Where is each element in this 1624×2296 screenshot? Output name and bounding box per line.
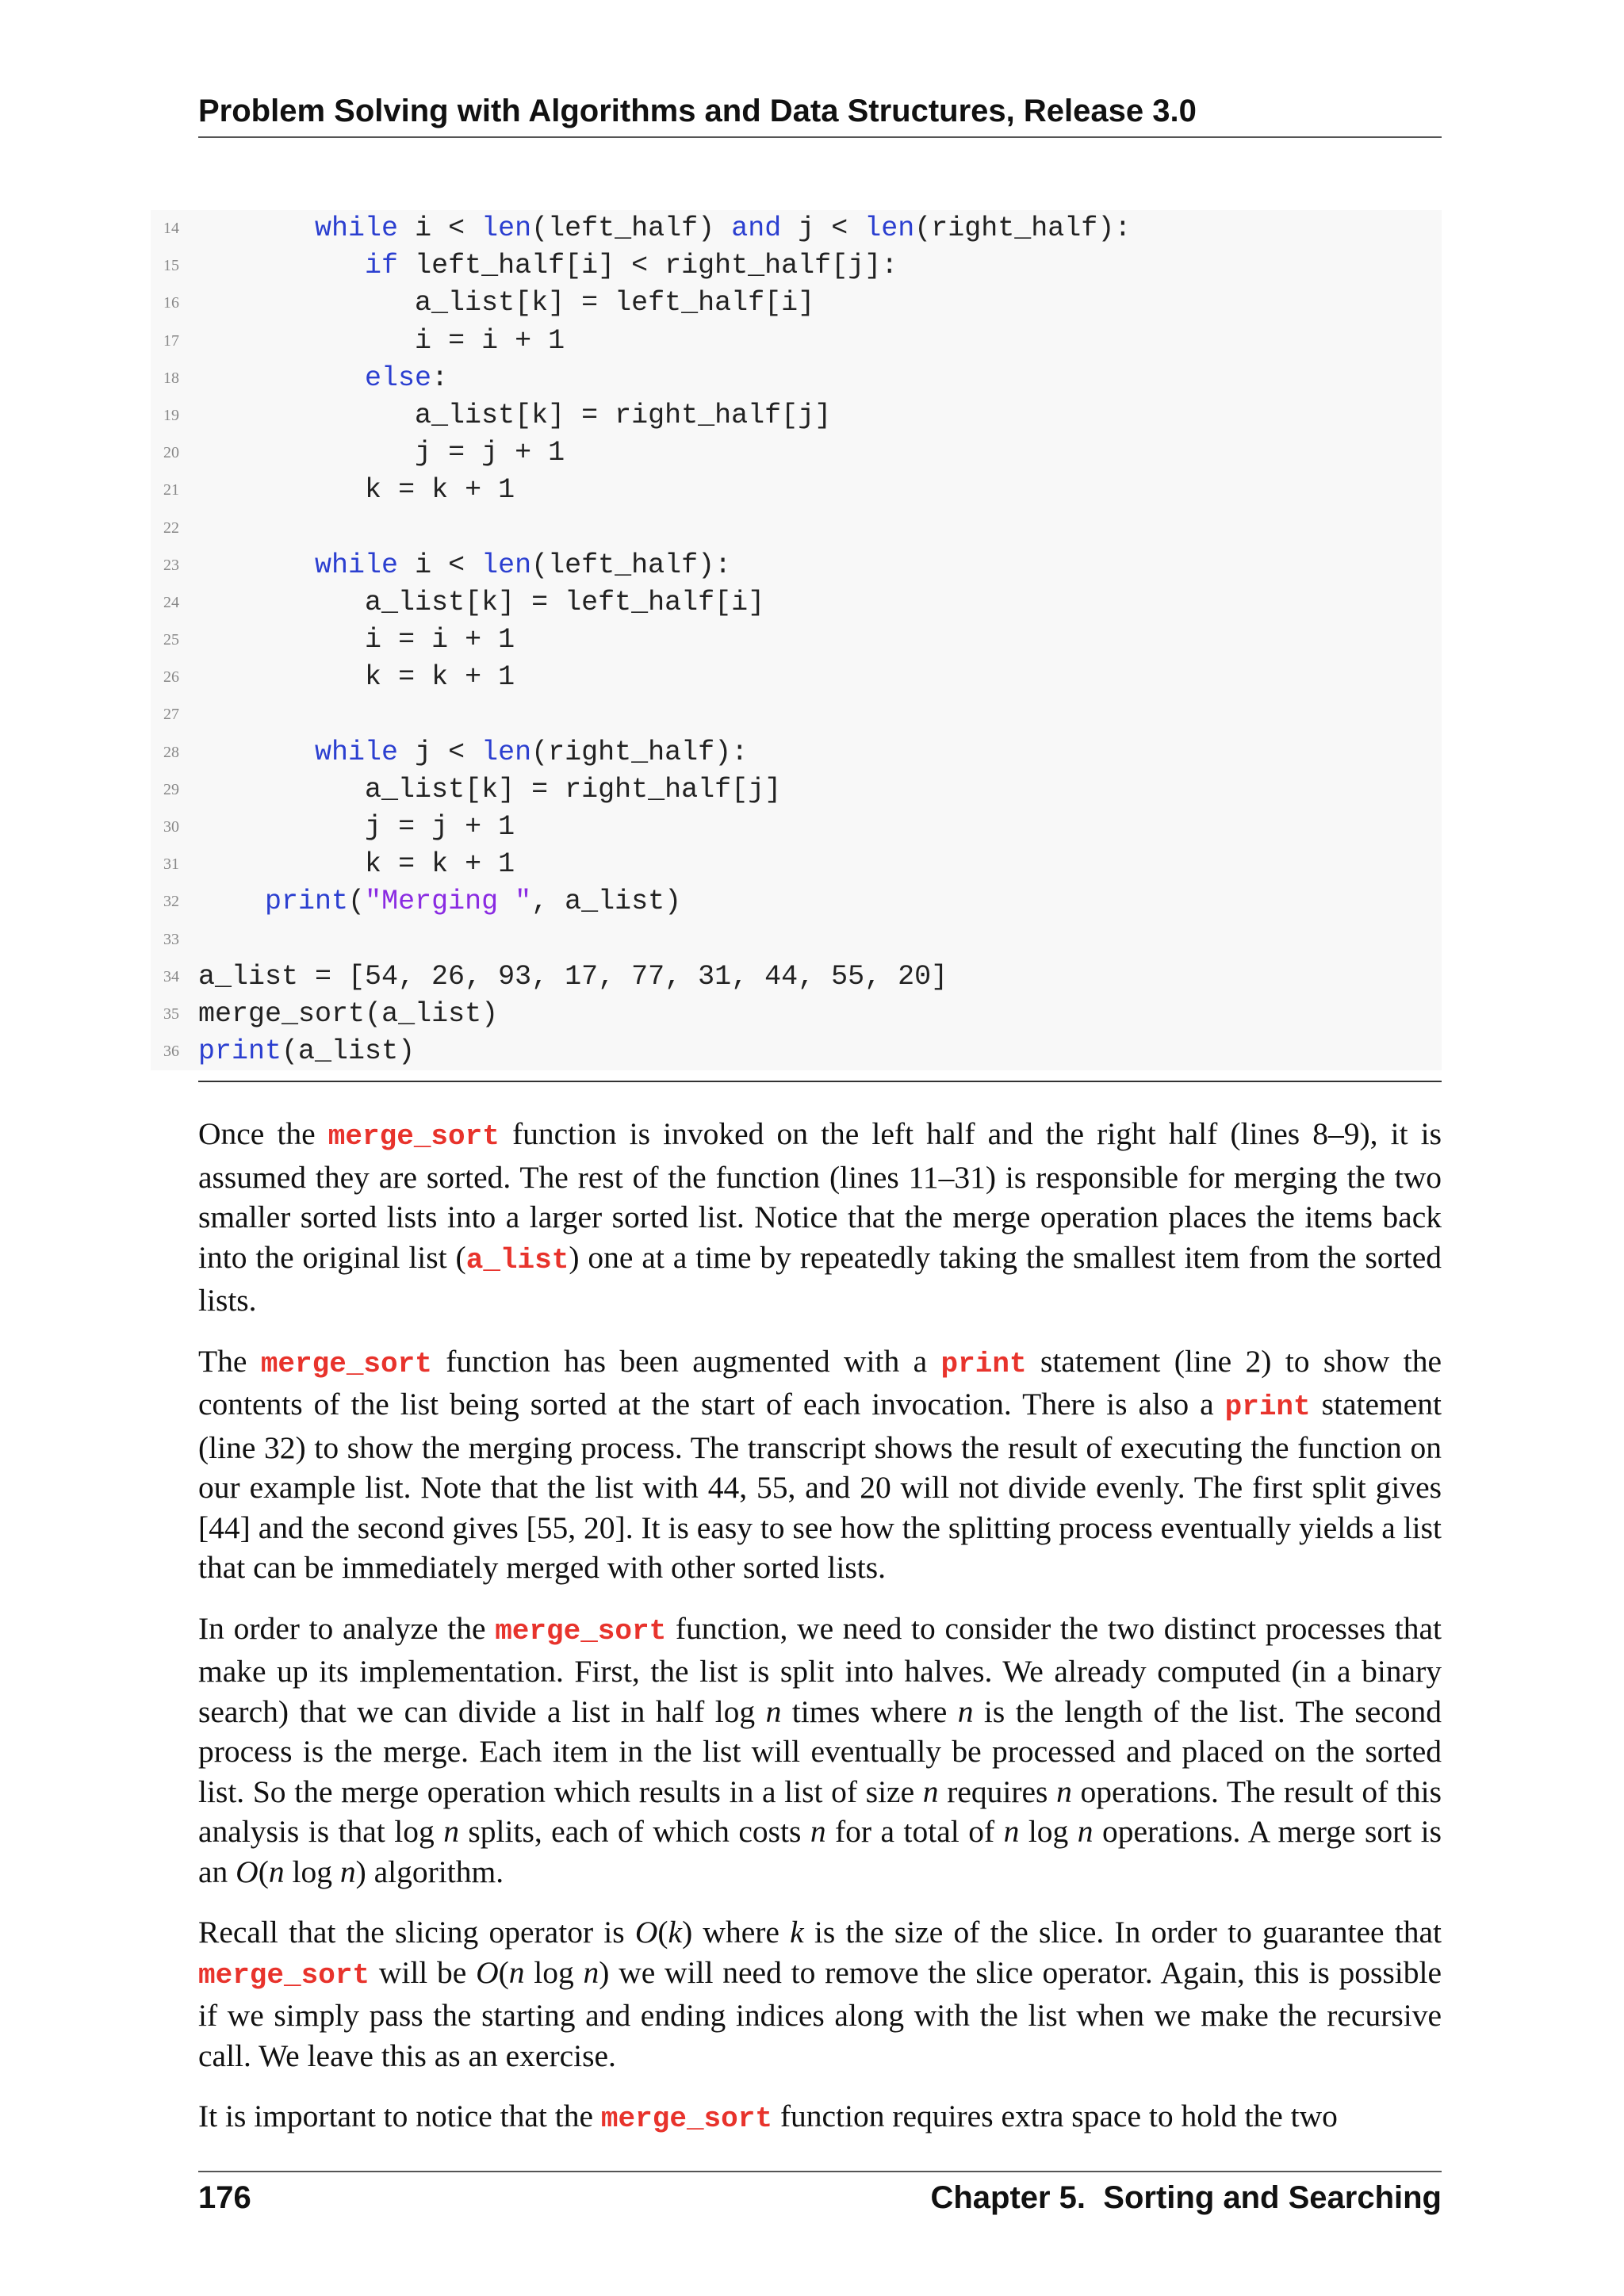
code-text: while j < len(right_half): <box>315 736 749 768</box>
code-text: k = k + 1 <box>365 474 515 507</box>
inline-code: merge_sort <box>600 2103 772 2135</box>
code-line <box>151 659 1442 696</box>
math-var: n <box>443 1814 459 1849</box>
line-number: 20 <box>163 444 179 462</box>
math-var: n <box>1003 1814 1020 1849</box>
running-header-title: Problem Solving with Algorithms and Data Structures, Release 3.0 <box>198 94 1197 128</box>
line-number: 35 <box>163 1004 179 1023</box>
code-text: while i < len(left_half): <box>315 549 732 581</box>
code-text: a_list[k] = left_half[i] <box>415 287 815 320</box>
inline-code: print <box>1224 1391 1311 1423</box>
inline-code: merge_sort <box>198 1958 370 1992</box>
page-number: 176 <box>198 2180 251 2215</box>
line-number: 22 <box>163 519 179 537</box>
line-number: 23 <box>163 556 179 574</box>
code-text: j = j + 1 <box>415 437 565 469</box>
math-var: n <box>1056 1774 1072 1809</box>
code-line <box>151 809 1442 846</box>
math-var: n <box>957 1693 974 1729</box>
line-number: 32 <box>163 893 179 911</box>
paragraph: Once the merge_sort function is invoked on the left half and the right half (lines 8–9), it is assumed they are sorted. The rest of the function (lines 11–31) is responsible for merging the two smaller sorted lists into a larger sorted list. Notice that the merge operation places the items back into the original list (a_list) one at a time by repeatedly taking the smallest item from the sorted lists. <box>198 1116 1442 1318</box>
code-text: merge_sort(a_list) <box>198 997 499 1030</box>
code-listing <box>151 210 1442 1070</box>
math-var: n <box>339 1854 356 1889</box>
line-number: 28 <box>163 743 179 761</box>
code-text: k = k + 1 <box>365 661 515 694</box>
code-text: else: <box>365 362 449 394</box>
line-number: 15 <box>163 257 179 275</box>
chapter-title: Chapter 5. Sorting and Searching <box>930 2180 1442 2215</box>
line-number: 26 <box>163 668 179 687</box>
code-text: print(a_list) <box>198 1035 416 1068</box>
line-number: 24 <box>163 593 179 611</box>
code-line <box>151 622 1442 659</box>
code-line <box>151 1033 1442 1070</box>
math-var: n <box>922 1774 939 1809</box>
code-line <box>151 584 1442 622</box>
code-line <box>151 397 1442 434</box>
paragraph: Recall that the slicing operator is O(k) where k is the size of the slice. In order to guarantee that merge_sort will be O(n log n) we will need to remove the slice operator. Again, this is possible if we simply pass the starting and ending indices along with the list when we make the recursive call. We leave this as an exercise. <box>198 1915 1442 2073</box>
math-var: k <box>790 1915 804 1950</box>
code-text: while i < len(left_half) and j < len(right_half): <box>315 212 1132 244</box>
code-line <box>151 547 1442 584</box>
inline-code: merge_sort <box>260 1347 432 1380</box>
code-line <box>151 921 1442 959</box>
code-line <box>151 959 1442 996</box>
math-var: n <box>508 1954 525 1990</box>
line-number: 31 <box>163 855 179 874</box>
paragraph: It is important to notice that the merge_sort function requires extra space to hold the two <box>198 2099 1338 2135</box>
math-var: n <box>583 1954 599 1990</box>
code-line <box>151 996 1442 1033</box>
math-var: n <box>765 1693 782 1729</box>
line-number: 34 <box>163 967 179 985</box>
code-text: a_list[k] = right_half[j] <box>365 773 782 806</box>
inline-code: a_list <box>465 1243 569 1276</box>
inline-code: print <box>940 1347 1027 1380</box>
code-line <box>151 434 1442 472</box>
code-text: a_list = [54, 26, 93, 17, 77, 31, 44, 55, 20] <box>198 960 948 993</box>
line-number: 17 <box>163 331 179 350</box>
code-text: a_list[k] = left_half[i] <box>365 586 765 618</box>
math-var: n <box>1077 1814 1094 1849</box>
line-number: 14 <box>163 220 179 237</box>
line-number: 29 <box>163 780 179 798</box>
code-text: i = i + 1 <box>415 324 565 357</box>
code-bottom-rule <box>198 1081 1442 1082</box>
inline-code: merge_sort <box>495 1614 667 1647</box>
math-var: O <box>476 1954 499 1990</box>
paragraph: In order to analyze the merge_sort function, we need to consider the two distinct processes that make up its implementation. First, the list is split into halves. We already computed (in a binary search) that we can divide a list in half log n times where n is the length of the list. The second process is the merge. Each item in the list will eventually be processed and placed on the sorted list. So the merge operation which results in a list of size n requires n operations. The result of this analysis is that log n splits, each of which costs n for a total of n log n operations. A merge sort is an O(n log n) algorithm. <box>198 1610 1442 1889</box>
code-line <box>151 247 1442 285</box>
math-var: n <box>268 1854 285 1889</box>
footer-rule <box>198 2171 1442 2172</box>
line-number: 21 <box>163 481 179 499</box>
code-line <box>151 360 1442 397</box>
body-text <box>198 1114 1442 2160</box>
line-number: 33 <box>163 930 179 948</box>
code-line <box>151 285 1442 322</box>
math-var: k <box>668 1915 683 1950</box>
line-number: 18 <box>163 369 179 387</box>
header-rule <box>198 136 1442 138</box>
line-number: 36 <box>163 1043 179 1061</box>
code-line <box>151 846 1442 883</box>
line-number: 19 <box>163 406 179 424</box>
code-line <box>151 210 1442 247</box>
code-text: print("Merging ", a_list) <box>265 886 682 918</box>
code-line <box>151 734 1442 771</box>
code-line <box>151 510 1442 547</box>
code-text: a_list[k] = right_half[j] <box>415 399 832 431</box>
math-var: O <box>634 1915 658 1950</box>
code-line <box>151 771 1442 809</box>
line-number: 16 <box>163 294 179 312</box>
math-var: O <box>236 1854 259 1889</box>
paragraph: The merge_sort function has been augmented with a print statement (line 2) to show the contents of the list being sorted at the start of each invocation. There is also a print statement (line 32) to show the merging process. The transcript shows the result of executing the function on our example list. Note that the list with 44, 55, and 20 will not divide evenly. The first split gives [44] and the second gives [55, 20]. It is easy to see how the splitting process eventually yields a list that can be immediately merged with other sorted lists. <box>198 1343 1442 1585</box>
math-var: n <box>810 1814 826 1849</box>
code-line <box>151 696 1442 733</box>
line-number: 30 <box>163 818 179 836</box>
code-text: j = j + 1 <box>365 811 515 843</box>
code-text: k = k + 1 <box>365 848 515 881</box>
line-number: 25 <box>163 631 179 649</box>
code-line <box>151 323 1442 360</box>
line-number: 27 <box>163 706 179 724</box>
code-text: i = i + 1 <box>365 624 515 656</box>
code-text: if left_half[i] < right_half[j]: <box>365 250 898 282</box>
inline-code: merge_sort <box>327 1120 500 1153</box>
code-line <box>151 883 1442 920</box>
code-line <box>151 472 1442 509</box>
